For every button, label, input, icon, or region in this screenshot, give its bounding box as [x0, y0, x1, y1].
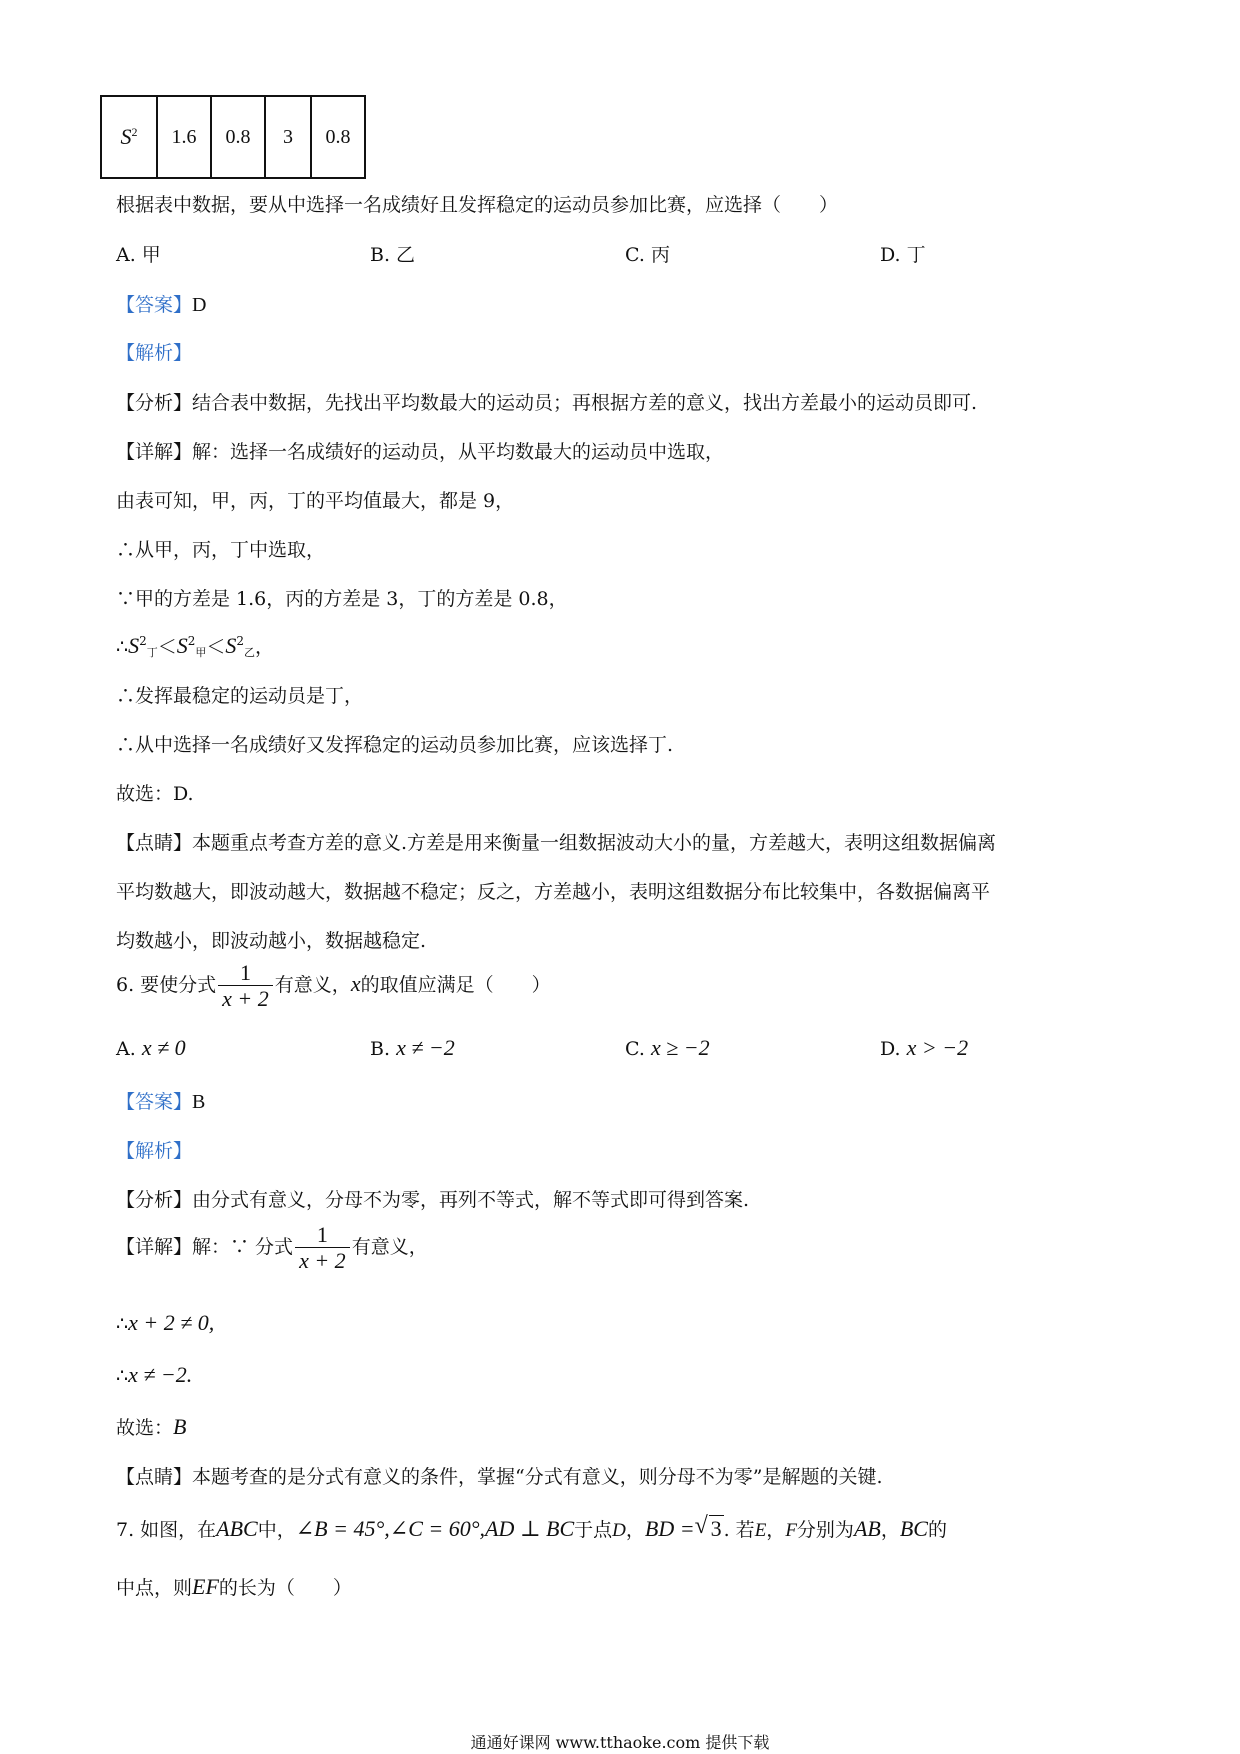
q5-stem: 根据表中数据，要从中选择一名成绩好且发挥稳定的运动员参加比赛，应选择（ ）: [116, 194, 839, 216]
s-symbol: S: [225, 633, 237, 658]
fenxi-tag: 【分析】: [116, 392, 193, 414]
answer-value: D: [192, 294, 207, 316]
q6-jiexi-tag: 【解析】: [116, 1140, 193, 1162]
stem-text: ，: [880, 1519, 900, 1541]
stem-text: . 若: [723, 1519, 755, 1541]
answer-value: B: [192, 1091, 206, 1113]
xiangjie-text: 有意义，: [351, 1235, 428, 1258]
q5-step-5: ∴发挥最稳定的运动员是丁，: [116, 685, 364, 707]
stem-text: ，: [766, 1519, 786, 1541]
page-footer: 通通好课网 www.tthaoke.com 提供下载: [470, 1733, 770, 1752]
q5-dianjing-3: 均数越小，即波动越小，数据越稳定.: [116, 930, 427, 952]
dianjing-tag: 【点睛】: [116, 832, 193, 854]
q6-dianjing: [116, 1462, 882, 1489]
q6-option-b: [370, 1035, 455, 1061]
xiangjie-tag: 【详解】: [116, 1235, 193, 1258]
variance-table: [100, 95, 366, 179]
fenxi-text: 结合表中数据，先找出平均数最大的运动员；再根据方差的意义，找出方差最小的运动员即可.: [192, 392, 978, 414]
value-cell: 0.8: [311, 96, 365, 178]
therefore-symbol: ∴: [116, 1365, 129, 1387]
therefore-symbol: ∴: [116, 636, 129, 658]
q6-answer: [116, 1087, 205, 1114]
answer-tag: 【答案】: [116, 1091, 193, 1113]
row-label-cell: [101, 96, 157, 178]
q5-fenxi: [116, 388, 977, 415]
q6-xiangjie: [116, 1222, 428, 1274]
point-f: F: [785, 1520, 797, 1541]
q5-option-a: A. 甲: [116, 244, 161, 266]
q5-step-3: ∵甲的方差是 1.6，丙的方差是 3，丁的方差是 0.8，: [116, 588, 568, 610]
superscript: 2: [236, 634, 245, 648]
s-superscript: 2: [131, 125, 138, 139]
superscript: 2: [139, 634, 147, 648]
q5-option-b: B. 乙: [370, 244, 416, 266]
table-row: [101, 96, 365, 178]
q5-jiexi-tag: 【解析】: [116, 342, 193, 364]
q5-guxuan: 故选：D.: [116, 783, 194, 805]
dianjing-text: 本题考查的是分式有意义的条件，掌握“分式有意义，则分母不为零”是解题的关键.: [192, 1466, 883, 1488]
q5-step-6: ∴从中选择一名成绩好又发挥稳定的运动员参加比赛，应该选择丁.: [116, 734, 674, 756]
q7-stem-line-2: [116, 1573, 352, 1600]
stem-text: 于点: [574, 1519, 613, 1541]
q5-dianjing-1: [116, 828, 996, 855]
option-label: A.: [116, 1038, 136, 1060]
subscript: 丁: [146, 646, 158, 659]
stem-text: 分别为: [796, 1519, 854, 1541]
option-expr: x ≠ −2: [396, 1035, 455, 1060]
xiangjie-tag: 【详解】: [116, 441, 193, 463]
q5-dianjing-2: 平均数越大，即波动越大，数据越不稳定；反之，方差越小，表明这组数据分布比较集中，各数据偏离平: [116, 881, 991, 903]
q5-step-4: [116, 632, 274, 660]
value-cell: 0.8: [211, 96, 265, 178]
stem-text: 有意义，: [274, 973, 351, 996]
option-label: B.: [370, 1038, 391, 1060]
option-expr: x > −2: [906, 1035, 969, 1060]
q6-option-a: [116, 1035, 186, 1061]
fenxi-text: 由分式有意义，分母不为零，再列不等式，解不等式即可得到答案.: [192, 1189, 750, 1211]
sqrt-expr: [695, 1516, 724, 1542]
q7-stem-line-1: [116, 1515, 947, 1542]
option-expr: x ≠ 0: [141, 1035, 186, 1060]
comma: ，: [255, 636, 275, 658]
q6-step-1: [116, 1310, 214, 1336]
s-symbol: S: [176, 633, 188, 658]
numerator: 1: [295, 1222, 350, 1248]
stem-text: 中，: [257, 1519, 296, 1541]
bd-expr: BD =: [644, 1516, 695, 1541]
s-symbol: S: [120, 124, 132, 149]
segment-ef: EF: [192, 1574, 219, 1599]
therefore-symbol: ∴: [116, 1313, 129, 1335]
angle-condition: ∠B = 45°,∠C = 60°,AD ⊥ BC: [295, 1516, 575, 1541]
dianjing-tag: 【点睛】: [116, 1466, 193, 1488]
q5-option-c: C. 丙: [625, 244, 670, 266]
sqrt-radicand: 3: [710, 1516, 722, 1541]
q6-option-c: [625, 1035, 710, 1061]
option-label: D.: [880, 1038, 901, 1060]
numerator: 1: [218, 960, 273, 986]
s-symbol: S: [128, 633, 140, 658]
guxuan-text: 故选：: [116, 1417, 174, 1439]
point-d: D: [612, 1520, 626, 1541]
less-than: ＜: [206, 636, 226, 658]
denominator: x + 2: [299, 1248, 346, 1274]
math-expr: x ≠ −2.: [128, 1362, 193, 1387]
value-cell: 3: [265, 96, 311, 178]
stem-text: ，: [625, 1519, 645, 1541]
stem-text: 的长为（ ）: [218, 1577, 352, 1599]
stem-text: 6. 要使分式: [116, 973, 217, 996]
q5-step-2: ∴从甲，丙，丁中选取，: [116, 539, 326, 561]
xiangjie-text: 解：∵ 分式: [192, 1235, 294, 1258]
denominator: x + 2: [222, 986, 269, 1012]
q6-option-d: [880, 1035, 968, 1061]
q6-guxuan: [116, 1413, 186, 1440]
variable-x: x: [350, 970, 361, 996]
option-label: C.: [625, 1038, 645, 1060]
point-e: E: [754, 1520, 767, 1541]
answer-tag: 【答案】: [116, 294, 193, 316]
segment-ab: AB: [853, 1516, 881, 1541]
subscript: 乙: [244, 646, 256, 659]
value-cell: 1.6: [157, 96, 211, 178]
q5-option-d: D. 丁: [880, 244, 926, 266]
xiangjie-text: 解：选择一名成绩好的运动员，从平均数最大的运动员中选取，: [192, 441, 725, 463]
stem-text: 的取值应满足（ ）: [360, 973, 551, 996]
q5-answer: [116, 290, 206, 317]
stem-text: 的: [927, 1519, 947, 1541]
q6-fenxi: [116, 1185, 749, 1212]
q5-xiangjie: [116, 437, 724, 464]
stem-text: 7. 如图，在: [116, 1519, 217, 1541]
subscript: 甲: [195, 646, 207, 659]
fenxi-tag: 【分析】: [116, 1189, 193, 1211]
superscript: 2: [187, 634, 196, 648]
math-expr: x + 2 ≠ 0,: [128, 1310, 215, 1335]
guxuan-answer: B: [173, 1414, 187, 1439]
fraction: [295, 1222, 350, 1274]
triangle-name: ABC: [216, 1516, 258, 1541]
fraction: [218, 960, 273, 1012]
stem-text: 中点，则: [116, 1577, 193, 1599]
segment-bc: BC: [899, 1516, 928, 1541]
q6-step-2: [116, 1362, 192, 1388]
less-than: ＜: [157, 636, 177, 658]
option-expr: x ≥ −2: [650, 1035, 710, 1060]
dianjing-text: 本题重点考查方差的意义.方差是用来衡量一组数据波动大小的量，方差越大，表明这组数据偏离: [192, 832, 997, 854]
q6-stem: [116, 960, 551, 1012]
q5-step-1: 由表可知，甲，丙，丁的平均值最大，都是 9，: [116, 490, 515, 512]
